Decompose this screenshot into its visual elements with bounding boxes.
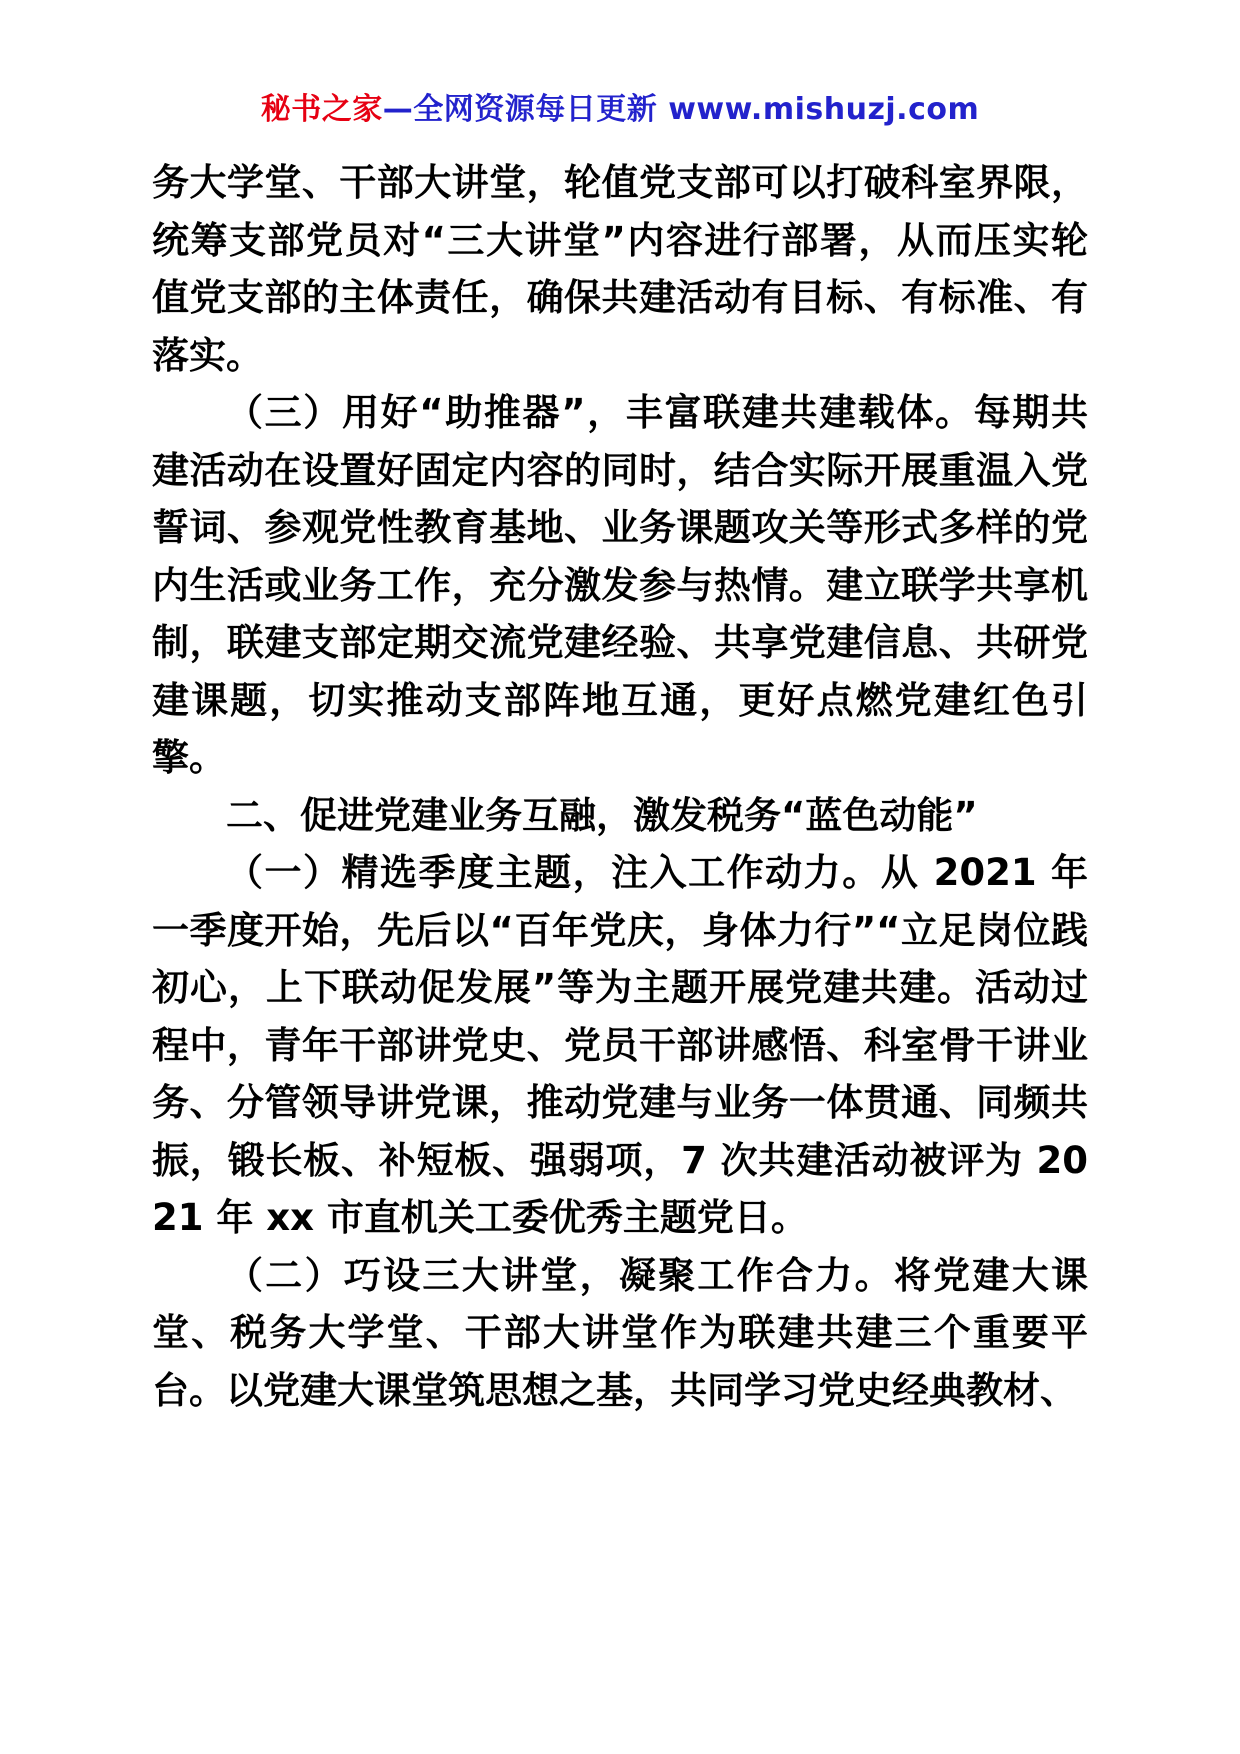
paragraph-continuation: 务大学堂、干部大讲堂，轮值党支部可以打破科室界限，统筹支部党员对“三大讲堂”内容进行部署，从而压实轮值党支部的主体责任，确保共建活动有目标、有标准、有落实。 (152, 161, 1088, 377)
page-header (152, 84, 1088, 128)
heading-part-2: 二、促进党建业务互融，激发税务“蓝色动能” (226, 793, 978, 837)
header-tagline: —全网资源每日更新 (382, 92, 669, 127)
document-body (152, 154, 1088, 1419)
site-name: 秘书之家 (260, 92, 383, 127)
paragraph-section-2: （二）巧设三大讲堂，凝聚工作合力。将党建大课堂、税务大学堂、干部大讲堂作为联建共建三个重要平台。以党建大课堂筑思想之基，共同学习党史经典教材、 (152, 1253, 1088, 1412)
site-url-link[interactable]: www.mishuzj.com (668, 92, 980, 127)
paragraph-section-3: （三）用好“助推器”，丰富联建共建载体。每期共建活动在设置好固定内容的同时，结合实际开展重温入党誓词、参观党性教育基地、业务课题攻关等形式多样的党内生活或业务工作，充分激发参与热情。建立联学共享机制，联建支部定期交流党建经验、共享党建信息、共研党建课题，切实推动支部阵地互通，更好点燃党建红色引擎。 (152, 391, 1088, 779)
paragraph-section-1: （一）精选季度主题，注入工作动力。从 2021 年一季度开始，先后以“百年党庆，身体力行”“立足岗位践初心，上下联动促发展”等为主题开展党建共建。活动过程中，青年干部讲党史、党员干部讲感悟、科室骨干讲业务、分管领导讲党课，推动党建与业务一体贯通、同频共振，锻长板、补短板、强弱项，7 次共建活动被评为 2021 年 xx 市直机关工委优秀主题党日。 (152, 851, 1088, 1239)
